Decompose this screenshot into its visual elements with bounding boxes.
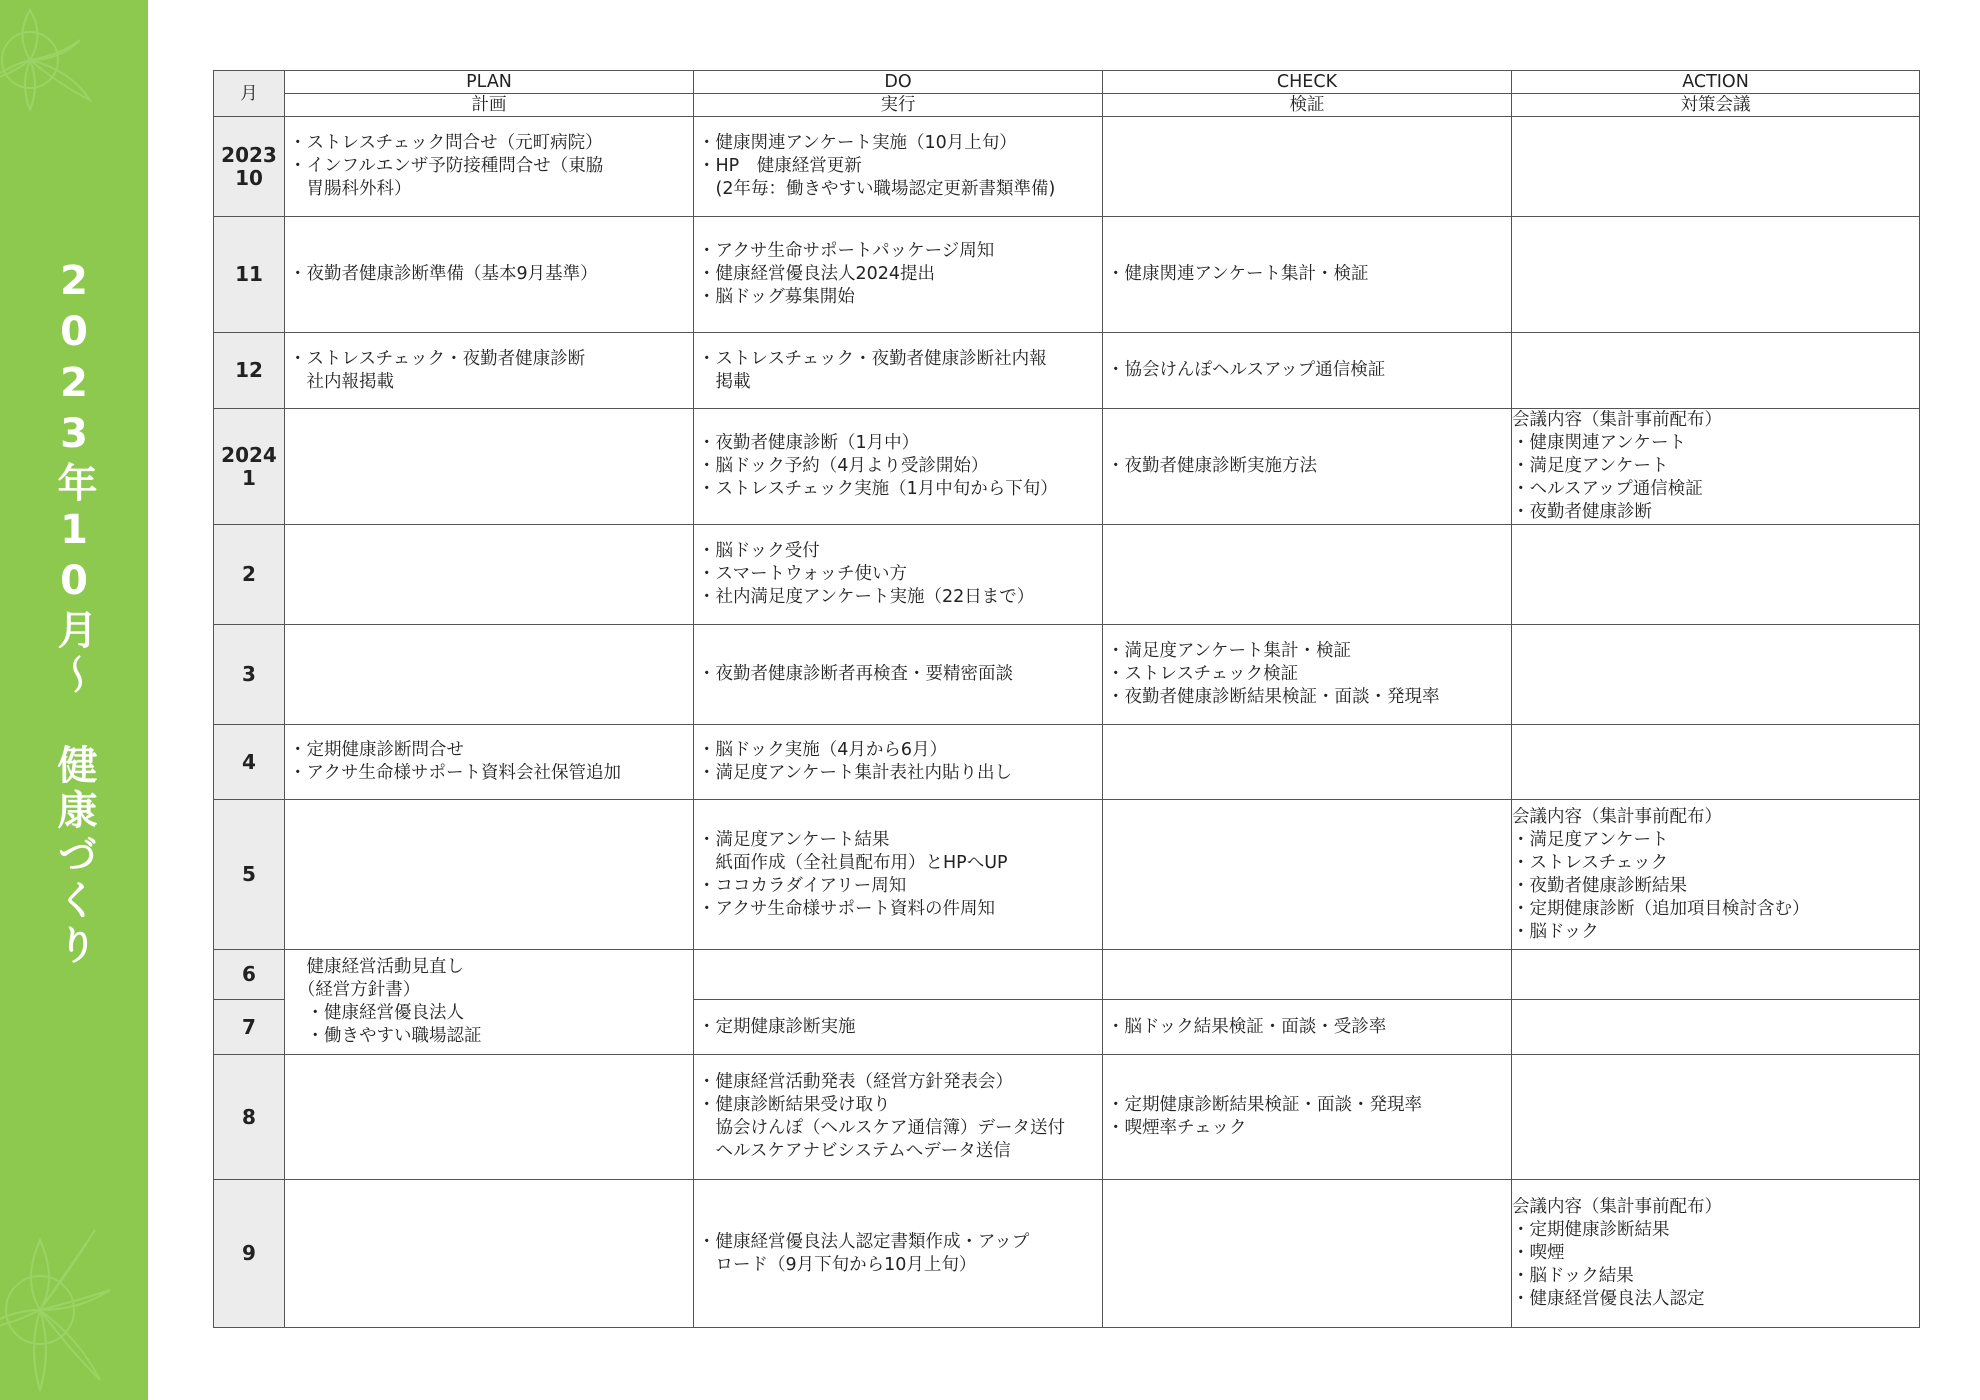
table-row [214, 409, 1920, 525]
table-row [214, 1180, 1920, 1328]
do-column-subheader: 実行 [694, 94, 1103, 117]
plan-cell: ・定期健康診断問合せ ・アクサ生命様サポート資料会社保管追加 [285, 725, 694, 800]
action-column-subheader: 対策会議 [1512, 94, 1920, 117]
month-column-header: 月 [214, 71, 285, 117]
action-cell [1512, 525, 1920, 625]
check-cell: ・夜勤者健康診断実施方法 [1103, 409, 1512, 525]
check-cell [1103, 525, 1512, 625]
month-cell: 6 [214, 950, 285, 1000]
plan-column-header: PLAN [285, 71, 694, 94]
month-cell: 2023 10 [214, 117, 285, 217]
action-cell [1512, 1000, 1920, 1055]
check-column-header: CHECK [1103, 71, 1512, 94]
table-row [214, 525, 1920, 625]
plan-cell [285, 625, 694, 725]
check-cell: ・脳ドック結果検証・面談・受診率 [1103, 1000, 1512, 1055]
plan-cell [285, 525, 694, 625]
month-cell: 5 [214, 800, 285, 950]
plan-cell: ・ストレスチェック・夜勤者健康診断 社内報掲載 [285, 333, 694, 409]
action-cell [1512, 625, 1920, 725]
check-cell [1103, 117, 1512, 217]
check-column-subheader: 検証 [1103, 94, 1512, 117]
action-cell [1512, 725, 1920, 800]
plan-cell [285, 1055, 694, 1180]
do-cell: ・健康経営活動発表（経営方針発表会） ・健康診断結果受け取り 協会けんぽ（ヘルスケア通信簿）データ送付 ヘルスケアナビシステムへデータ送信 [694, 1055, 1103, 1180]
check-cell [1103, 950, 1512, 1000]
plan-cell: ・ストレスチェック問合せ（元町病院） ・インフルエンザ予防接種問合せ（東脇 胃腸科外科） [285, 117, 694, 217]
check-cell: ・健康関連アンケート集計・検証 [1103, 217, 1512, 333]
check-cell [1103, 1180, 1512, 1328]
action-cell: 会議内容（集計事前配布） ・健康関連アンケート ・満足度アンケート ・ヘルスアップ通信検証 ・夜勤者健康診断 [1512, 409, 1920, 525]
do-cell: ・脳ドック受付 ・スマートウォッチ使い方 ・社内満足度アンケート実施（22日まで） [694, 525, 1103, 625]
page-title: 2023年10月〜 健康づくり [51, 258, 97, 969]
do-cell: ・夜勤者健康診断（1月中） ・脳ドック予約（4月より受診開始） ・ストレスチェック実施（1月中旬から下旬） [694, 409, 1103, 525]
plan-cell [285, 800, 694, 950]
do-cell: ・脳ドック実施（4月から6月） ・満足度アンケート集計表社内貼り出し [694, 725, 1103, 800]
check-cell [1103, 800, 1512, 950]
month-cell: 9 [214, 1180, 285, 1328]
action-cell [1512, 333, 1920, 409]
month-cell: 8 [214, 1055, 285, 1180]
action-cell [1512, 1055, 1920, 1180]
action-cell [1512, 950, 1920, 1000]
do-cell: ・健康経営優良法人認定書類作成・アップ ロード（9月下旬から10月上旬） [694, 1180, 1103, 1328]
month-cell: 4 [214, 725, 285, 800]
do-column-header: DO [694, 71, 1103, 94]
plan-cell: 健康経営活動見直し （経営方針書） ・健康経営優良法人 ・働きやすい職場認証 [285, 950, 694, 1055]
action-column-header: ACTION [1512, 71, 1920, 94]
do-cell [694, 950, 1103, 1000]
plan-cell [285, 1180, 694, 1328]
table-row [214, 950, 1920, 1000]
table-row [214, 725, 1920, 800]
table-row [214, 1055, 1920, 1180]
plan-cell: ・夜勤者健康診断準備（基本9月基準） [285, 217, 694, 333]
month-cell: 2024 1 [214, 409, 285, 525]
do-cell: ・アクサ生命サポートパッケージ周知 ・健康経営優良法人2024提出 ・脳ドッグ募集開始 [694, 217, 1103, 333]
sidebar [0, 0, 148, 1400]
table-row [214, 217, 1920, 333]
check-cell [1103, 725, 1512, 800]
month-cell: 12 [214, 333, 285, 409]
action-cell: 会議内容（集計事前配布） ・満足度アンケート ・ストレスチェック ・夜勤者健康診断結果 ・定期健康診断（追加項目検討含む） ・脳ドック [1512, 800, 1920, 950]
table-row [214, 117, 1920, 217]
plan-cell [285, 409, 694, 525]
do-cell: ・健康関連アンケート実施（10月上旬） ・HP 健康経営更新 (2年毎：働きやすい職場認定更新書類準備) [694, 117, 1103, 217]
check-cell: ・協会けんぽヘルスアップ通信検証 [1103, 333, 1512, 409]
do-cell: ・夜勤者健康診断者再検査・要精密面談 [694, 625, 1103, 725]
table-row [214, 800, 1920, 950]
plan-column-subheader: 計画 [285, 94, 694, 117]
check-cell: ・定期健康診断結果検証・面談・発現率 ・喫煙率チェック [1103, 1055, 1512, 1180]
month-cell: 3 [214, 625, 285, 725]
action-cell [1512, 217, 1920, 333]
month-cell: 2 [214, 525, 285, 625]
table-row [214, 333, 1920, 409]
table-row [214, 625, 1920, 725]
action-cell: 会議内容（集計事前配布） ・定期健康診断結果 ・喫煙 ・脳ドック結果 ・健康経営優良法人認定 [1512, 1180, 1920, 1328]
action-cell [1512, 117, 1920, 217]
month-cell: 7 [214, 1000, 285, 1055]
do-cell: ・満足度アンケート結果 紙面作成（全社員配布用）とHPへUP ・ココカラダイアリー周知 ・アクサ生命様サポート資料の件周知 [694, 800, 1103, 950]
do-cell: ・ストレスチェック・夜勤者健康診断社内報 掲載 [694, 333, 1103, 409]
pdca-table [213, 70, 1920, 1328]
check-cell: ・満足度アンケート集計・検証 ・ストレスチェック検証 ・夜勤者健康診断結果検証・面談・発現率 [1103, 625, 1512, 725]
month-cell: 11 [214, 217, 285, 333]
do-cell: ・定期健康診断実施 [694, 1000, 1103, 1055]
